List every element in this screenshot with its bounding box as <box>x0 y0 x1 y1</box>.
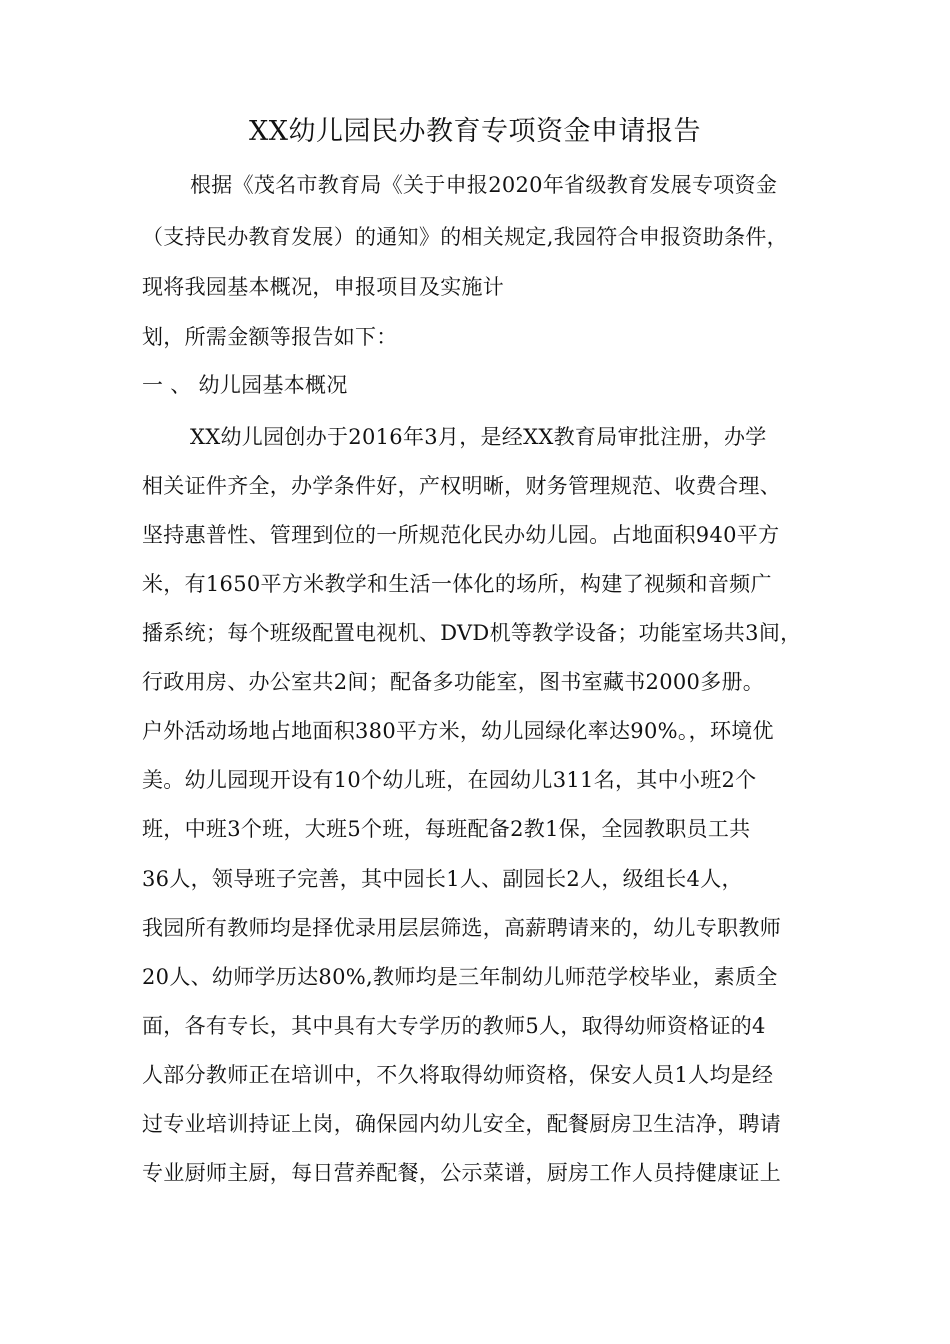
body-line-5: 播系统；每个班级配置电视机、DVD机等教学设备；功能室场共3间， <box>142 621 802 645</box>
document-title: XX幼儿园民办教育专项资金申请报告 <box>249 116 701 147</box>
intro-line-3: 现将我园基本概况，申报项目及实施计 <box>142 275 505 299</box>
body-line-3: 坚持惠普性、管理到位的一所规范化民办幼儿园。占地面积940平方 <box>142 523 780 547</box>
body-line-8: 美。幼儿园现开设有10个幼儿班，在园幼儿311名，其中小班2个 <box>142 768 757 792</box>
body-line-16: 专业厨师主厨，每日营养配餐，公示菜谱，厨房工作人员持健康证上 <box>142 1161 781 1185</box>
body-line-14: 人部分教师正在培训中，不久将取得幼师资格，保安人员1人均是经 <box>142 1063 774 1087</box>
body-line-6: 行政用房、办公室共2间；配备多功能室，图书室藏书2000多册。 <box>142 670 765 694</box>
body-line-11: 我园所有教师均是择优录用层层筛选，高薪聘请来的，幼儿专职教师 <box>142 916 781 940</box>
section-heading: 一 、 幼儿园基本概况 <box>142 373 348 397</box>
body-line-1: XX幼儿园创办于2016年3月，是经XX教育局审批注册，办学 <box>190 425 767 449</box>
body-line-13: 面，各有专长，其中具有大专学历的教师5人，取得幼师资格证的4 <box>142 1014 766 1038</box>
body-line-15: 过专业培训持证上岗，确保园内幼儿安全，配餐厨房卫生洁净，聘请 <box>142 1112 781 1136</box>
body-line-2: 相关证件齐全，办学条件好，产权明晰，财务管理规范、收费合理、 <box>142 474 781 498</box>
body-line-9: 班，中班3个班，大班5个班，每班配备2教1保，全园教职员工共 <box>142 817 751 841</box>
body-line-4: 米，有1650平方米教学和生活一体化的场所，构建了视频和音频广 <box>142 572 772 596</box>
body-line-12: 20人、幼师学历达80%,教师均是三年制幼儿师范学校毕业，素质全 <box>142 965 778 989</box>
intro-line-4: 划，所需金额等报告如下： <box>142 325 398 349</box>
body-line-7: 户外活动场地占地面积380平方米，幼儿园绿化率达90%。，环境优 <box>142 719 774 743</box>
intro-line-1: 根据《茂名市教育局《关于申报2020年省级教育发展专项资金 <box>190 173 778 197</box>
body-line-10: 36人，领导班子完善，其中园长1人、副园长2人，级组长4人， <box>142 867 743 891</box>
intro-line-2: （支持民办教育发展）的通知》的相关规定,我园符合申报资助条件， <box>142 225 788 249</box>
